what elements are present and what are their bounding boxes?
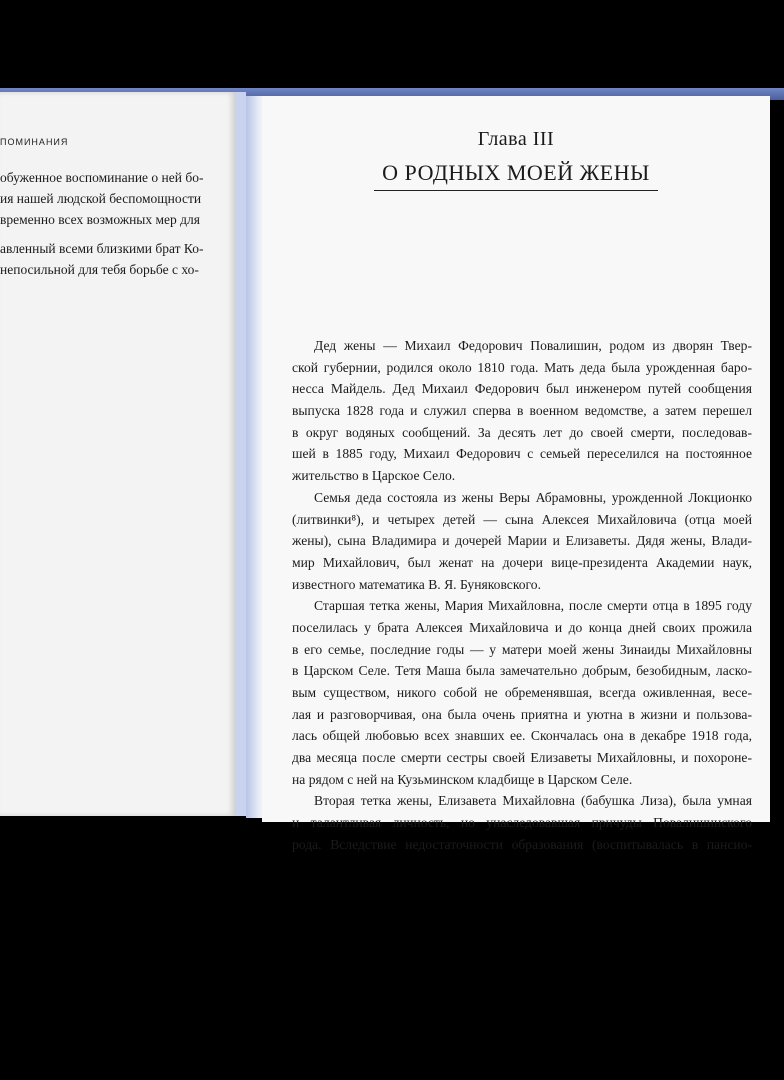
running-header: ПОМИНАНИЯ — [0, 137, 69, 147]
body-line: выпуска 1828 года и служил сперва в военном ведомстве, а затем перешел — [292, 403, 752, 419]
body-line: мир Михайлович, был женат на дочери вице-президента Академии наук, — [292, 554, 752, 570]
body-line: известного математика В. Я. Буняковского. — [292, 576, 541, 592]
body-line: вым существом, никого собой не обременявшая, всегда оживленная, весе- — [292, 685, 752, 700]
left-page-line: обуженное воспоминание о ней бо- — [0, 170, 204, 185]
left-page-line: временно всех возможных мер для — [0, 212, 200, 227]
chapter-number: Глава III — [477, 128, 555, 150]
body-line: поселилась у брата Алексея Михайловича и до конца дней своих прожила — [292, 619, 752, 635]
body-line: лая и разговорчивая, она была очень приятна и уютна в жизни и пользова- — [292, 706, 752, 722]
title-underline — [374, 190, 658, 191]
left-page-line: ия нашей людской беспомощности — [0, 191, 202, 206]
body-line: два месяца после смерти сестры своей Елизаветы Михайловны, и похороне- — [292, 750, 752, 766]
body-line: жены), сына Владимира и дочерей Марии и Елизаветы. Дядя жены, Влади- — [292, 533, 752, 549]
body-line: Семья деда состояла из жены Веры Абрамовны, урожденной Локционко — [314, 489, 752, 505]
chapter-body — [292, 335, 752, 856]
left-page-line: авленный всеми близкими брат Ко- — [0, 241, 204, 256]
body-line: на рядом с ней на Кузьминском кладбище в Царском Селе. — [292, 771, 633, 787]
left-page — [0, 92, 246, 816]
body-line: в Царском Селе. Тетя Маша была замечательно добрым, безобидным, ласко- — [292, 663, 752, 679]
body-line: ской губернии, родился около 1810 года. Мать деда была урожденная баро- — [292, 359, 752, 375]
body-line: шей в 1885 году, Михаил Федорович с семьей переселился на постоянное — [292, 446, 752, 462]
body-line: жительство в Царское Село. — [292, 468, 456, 484]
body-line: (литвинки⁸), и четырех детей — сына Алексея Михайловича (отца моей — [292, 511, 752, 527]
right-page — [262, 96, 770, 852]
body-line: рода. Вследствие недостаточности образования (воспитывалась в пансио- — [292, 836, 752, 852]
chapter-title: О РОДНЫХ МОЕЙ ЖЕНЫ — [382, 160, 650, 185]
body-line: в его семье, последние годы — у матери моей жены Зинаиды Михайловны — [292, 641, 752, 657]
body-line: Дед жены — Михаил Федорович Повалишин, родом из дворян Твер- — [314, 338, 752, 353]
left-page-line: непосильной для тебя борьбе с хо- — [0, 262, 199, 277]
body-line: Вторая тетка жены, Елизавета Михайловна (бабушка Лиза), была умная — [314, 793, 752, 809]
body-line: несса Майдель. Дед Михаил Федорович был инженером путей сообщения — [292, 381, 752, 397]
body-line: и талантливая личность, но унаследовавшая причуды Повалишинского — [292, 815, 752, 831]
body-line: лась общей любовью всех знавших ее. Скончалась она в декабре 1918 года, — [292, 728, 752, 744]
body-line: в округ водяных сообщений. За десять лет до своей смерти, последовав- — [292, 424, 752, 440]
body-line: Старшая тетка жены, Мария Михайловна, после смерти отца в 1895 году — [314, 598, 752, 614]
